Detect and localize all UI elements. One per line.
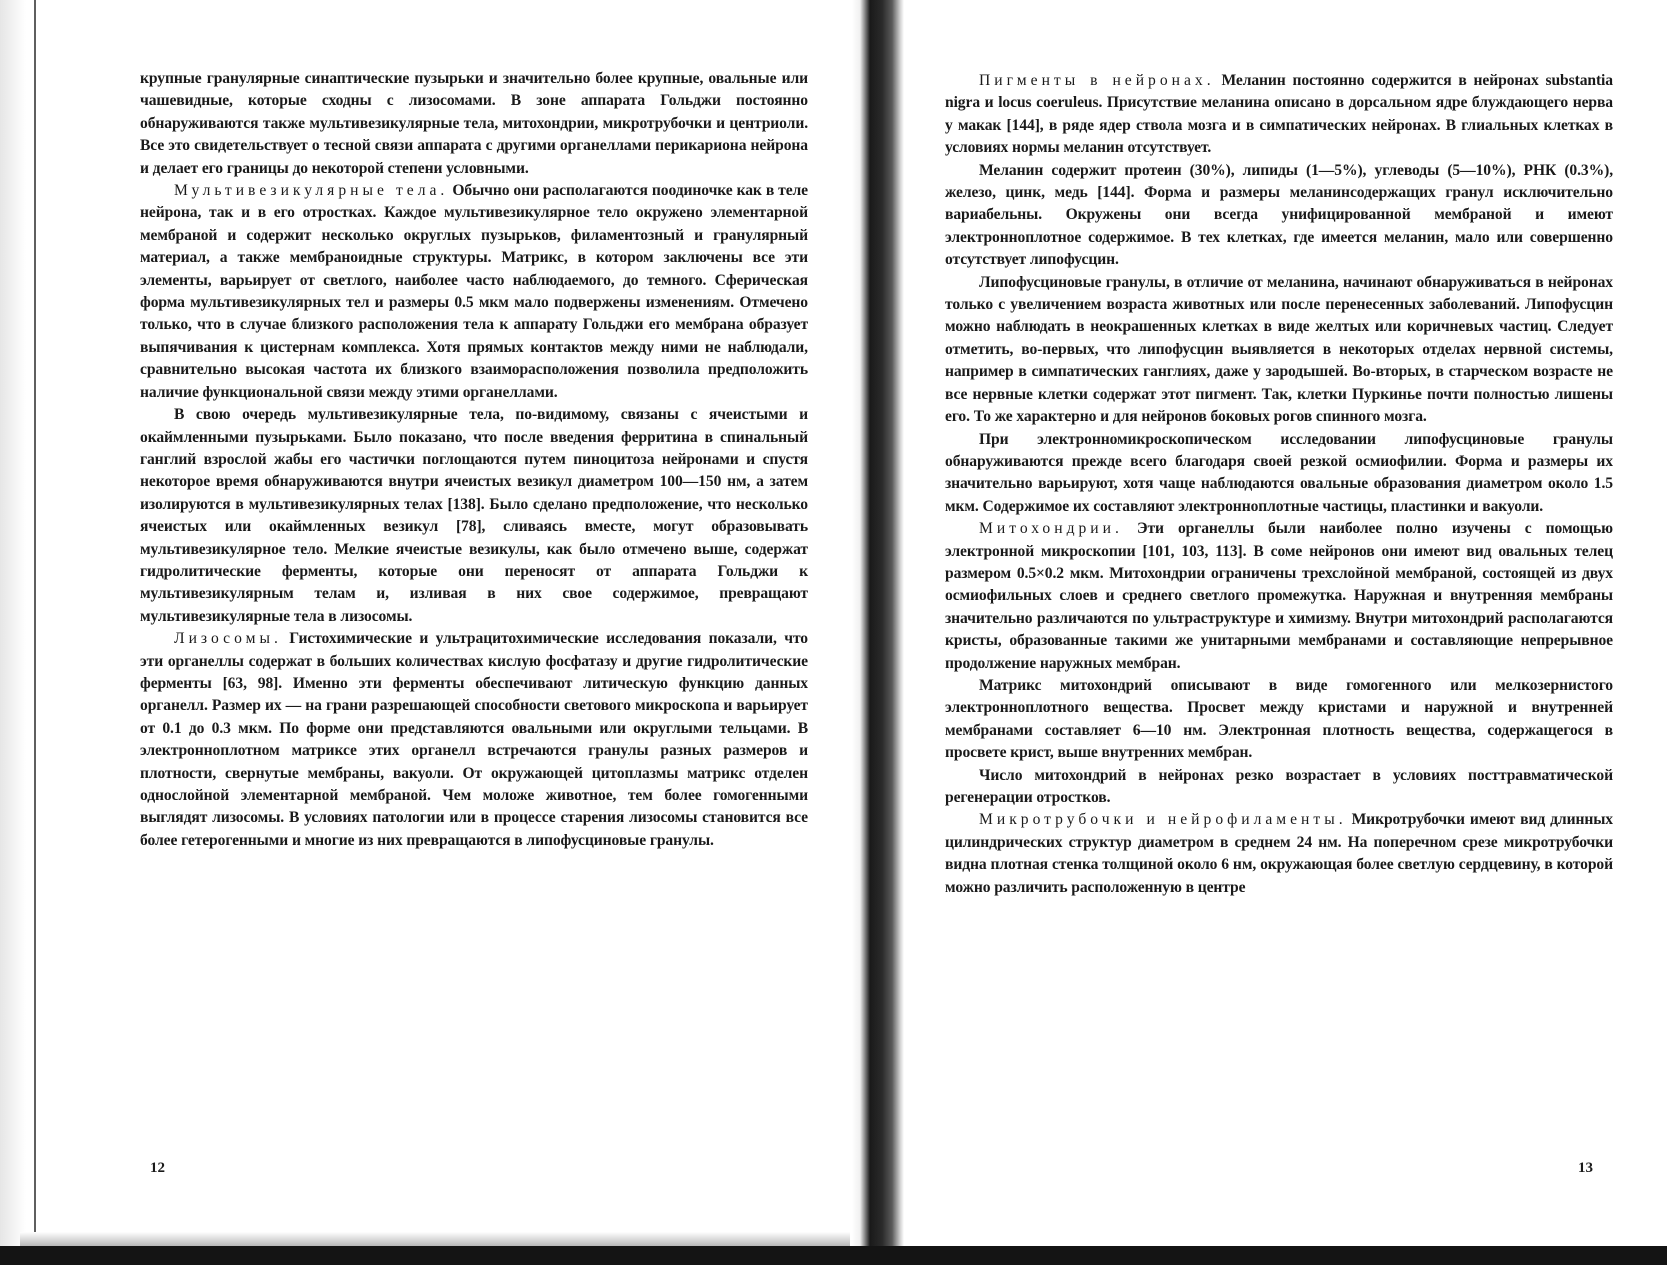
left-paragraph-4: Лизосомы. Гистохимические и ультрацитохимические исследования показали, что эти органеллы содержат в больших количествах кислую фосфатазу и другие гидролитические ферменты [63, 98]. Именно эти ферменты обеспечивают литическую функцию данных органелл. Размер их — на грани разрешающей способности светового микроскопа и варьирует от 0.1 до 0.3 мкм. По форме они представляются овальными или округлыми тельцами. В электронноплотном матриксе этих органелл встречаются гранулы разных размеров и плотности, свернутые мембраны, вакуоли. От окружающей цитоплазмы матрикс отделен однослойной элементарной мембраной. Чем моложе животное, тем более гомогенными выглядят лизосомы. В условиях патологии или в процессе старения лизосомы становится все более гетерогенными и многие из них превращаются в липофусциновые гранулы. bbox=[140, 630, 808, 849]
right-page-number: 13 bbox=[1578, 1160, 1593, 1176]
section-heading-lysosomes: Лизосомы. bbox=[174, 630, 282, 648]
right-paragraph-5: Митохондрии. Эти органеллы были наиболее полно изучены с помощью электронной микроскопии [101, 103, 113]. В соме нейронов они имеют вид овальных телец размером 0.5×0.2 мкм. Митохондрии ограничены трехслойной мембраной, состоящей из двух осмиофильных слоев и среднего светлого промежутка. Наружная и внутренняя мембраны значительно различаются по ультраструктуре и химизму. Внутри митохондрий располагаются кристы, образованные такими же унитарными мембранами и составляющие непрерывное продолжение наружных мембран. bbox=[945, 520, 1613, 672]
right-page-text bbox=[945, 70, 1613, 899]
section-heading-pigments: Пигменты в нейронах. bbox=[979, 72, 1215, 89]
right-paragraph-4: При электронномикроскопическом исследовании липофусциновые гранулы обнаруживаются прежде всего благодаря своей резкой осмиофилии. Форма и размеры их значительно варьируют, хотя чаще наблюдаются овальные образования диаметром около 1.5 мкм. Содержимое их составляют электронноплотные частицы, пластинки и вакуоли. bbox=[945, 430, 1613, 515]
right-paragraph-7: Число митохондрий в нейронах резко возрастает в условиях посттравматической регенерации отростков. bbox=[945, 766, 1613, 806]
scan-bottom-band bbox=[0, 1246, 1667, 1265]
scan-left-edge-line bbox=[34, 0, 36, 1265]
section-heading-mitochondria: Митохондрии. bbox=[979, 520, 1123, 538]
left-page-number: 12 bbox=[150, 1160, 165, 1176]
left-paragraph-2: Мультивезикулярные тела. Обычно они располагаются поодиночке как в теле нейрона, так и в его отростках. Каждое мультивезикулярное тело окружено элементарной мембраной и содержит несколько округлых пузырьков, филаментозный и гранулярный материал, а также мембраноидные структуры. Матрикс, в котором заключены все эти элементы, варьирует от светлого, наиболее часто наблюдаемого, до темного. Сферическая форма мультивезикулярных тел и размеры 0.5 мкм мало подвержены изменениям. Отмечено только, что в случае близкого расположения тела к аппарату Гольджи его мембрана образует выпячивания к цистернам комплекса. Хотя прямых контактов между ними не наблюдали, сравнительно высокая частота их близкого взаиморасположения позволила предположить наличие функциональной связи между этими органеллами. bbox=[140, 182, 808, 401]
left-paragraph-3: В свою очередь мультивезикулярные тела, по-видимому, связаны с ячеистыми и окаймленными пузырьками. Было показано, что после введения ферритина в спинальный ганглий взрослой жабы его частички поглощаются путем пиноцитоза нейронами и спустя некоторое время обнаруживаются внутри ячеистых везикул диаметром 100—150 нм, а затем изолируются в мультивезикулярных телах [138]. Было сделано предположение, что несколько ячеистых или окаймленных везикул [78], сливаясь вместе, могут образовывать мультивезикулярное тело. Мелкие ячеистые везикулы, как было отмечено выше, содержат гидролитические ферменты, которые они переносят от аппарата Гольджи к мультивезикулярным телам и, изливая в них свое содержимое, превращают мультивезикулярные тела в лизосомы. bbox=[140, 406, 808, 625]
right-paragraph-2: Меланин содержит протеин (30%), липиды (1—5%), углеводы (5—10%), РНК (0.3%), железо, цинк, медь [144]. Форма и размеры меланинсодержащих гранул исключительно вариабельны. Окружены они всегда унифицированной мембраной и имеют электронноплотное содержимое. В тех клетках, где имеется меланин, мало или совершенно отсутствует липофусцин. bbox=[945, 161, 1613, 269]
book-gutter bbox=[852, 0, 904, 1265]
left-page-text bbox=[140, 68, 808, 852]
left-paragraph-1: крупные гранулярные синаптические пузырьки и значительно более крупные, овальные или чашевидные, которые сходны с лизосомами. В зоне аппарата Гольджи постоянно обнаруживаются также мультивезикулярные тела, митохондрии, микротрубочки и центриоли. Все это свидетельствует о тесной связи аппарата с другими органеллами перикариона нейрона и делает его границы до некоторой степени условными. bbox=[140, 70, 808, 177]
scan-left-edge bbox=[0, 0, 26, 1265]
scan-bottom-shadow bbox=[20, 1232, 850, 1246]
right-paragraph-8: Микротрубочки и нейрофиламенты. Микротрубочки имеют вид длинных цилиндрических структур диаметром в среднем 24 нм. На поперечном срезе микротрубочки видна плотная стенка толщиной около 6 нм, окружающая более светлую сердцевину, в которой можно различить расположенную в центре bbox=[945, 811, 1614, 896]
right-paragraph-1: Пигменты в нейронах. Меланин постоянно содержится в нейронах substantia nigra и locus coeruleus. Присутствие меланина описано в дорсальном ядре блуждающего нерва у макак [144], в ряде ядер ствола мозга и в симпатических нейронах. В глиальных клетках в условиях нормы меланин отсутствует. bbox=[945, 72, 1613, 157]
section-heading-multivesicular: Мультивезикулярные тела. bbox=[174, 182, 449, 200]
right-paragraph-6: Матрикс митохондрий описывают в виде гомогенного или мелкозернистого электронноплотного вещества. Просвет между кристами и наружной и внутренней мембранами составляет 6—10 нм. Электронная плотность вещества, содержащегося в просвете крист, выше внутренних мембран. bbox=[945, 676, 1613, 762]
section-heading-microtubules: Микротрубочки и нейрофиламенты. bbox=[979, 811, 1347, 829]
right-paragraph-3: Липофусциновые гранулы, в отличие от меланина, начинают обнаруживаться в нейронах только с увеличением возраста животных или после перенесенных заболеваний. Липофусцин можно наблюдать в неокрашенных клетках в виде желтых или коричневых частиц. Следует отметить, во-первых, что липофусцин выявляется в некоторых отделах нервной системы, например в симпатических ганглиях, даже у зародышей. Во-вторых, в старческом возрасте не все нервные клетки содержат этот пигмент. Так, клетки Пуркинье почти полностью лишены его. То же характерно и для нейронов боковых рогов спинного мозга. bbox=[945, 273, 1613, 426]
